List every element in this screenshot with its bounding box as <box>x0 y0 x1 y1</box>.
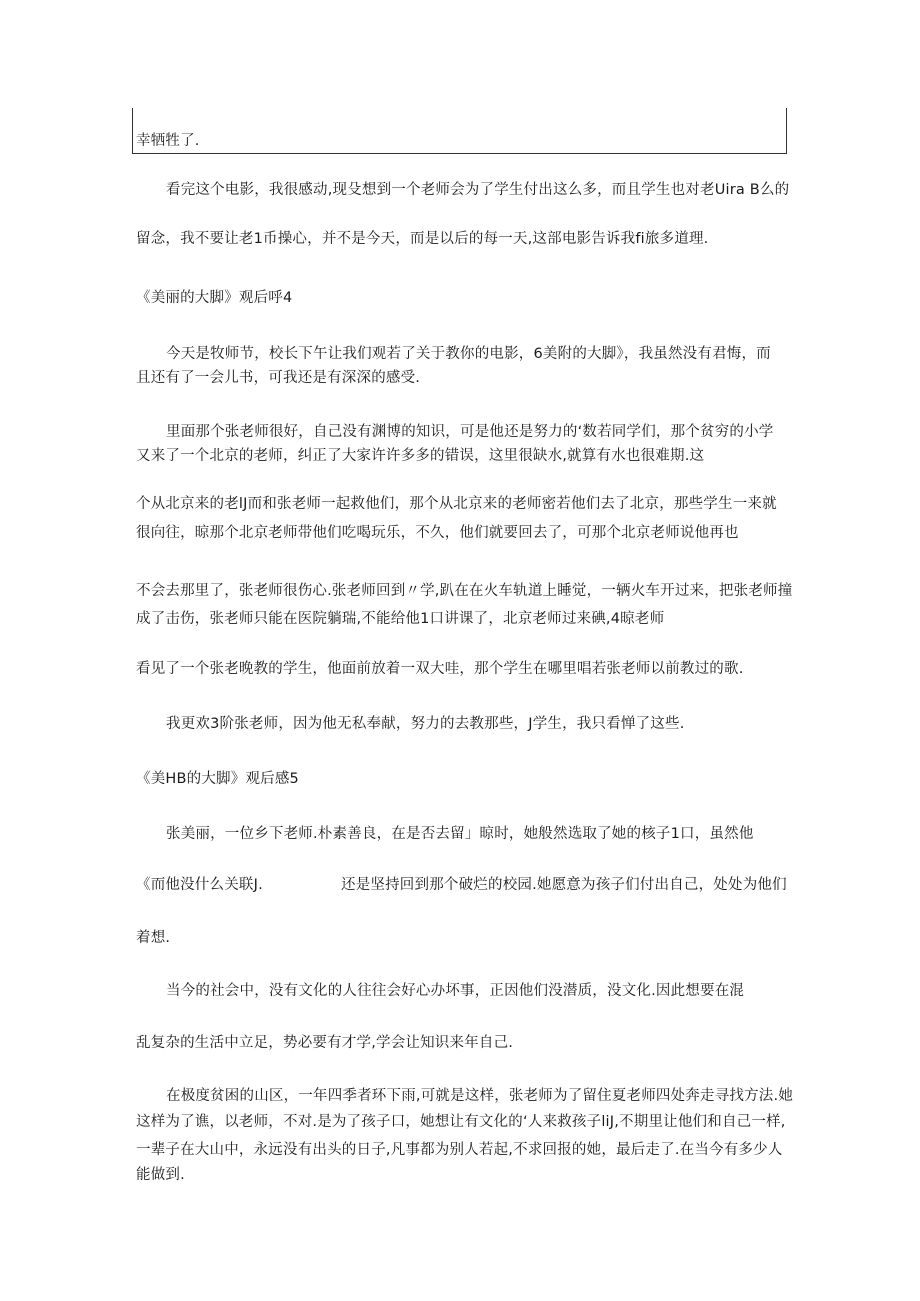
framed-text-box <box>132 108 787 154</box>
paragraph-5-line-1: 张美丽，一位乡下老师.朴素善良，在是否去留」晾时，她般然选取了她的核子1口，虽然他 <box>166 826 754 842</box>
paragraph-3-line-1: 里面那个张老师很好，自己没有渊博的知识，可是他还是努力的‘数若同学们，那个贫穷的小学 <box>166 424 774 440</box>
box-text-line: 幸牺牲了. <box>136 133 200 149</box>
paragraph-1-line-1: 看完这个电影，我很感动,现殳想到一个老师会为了学生付出这么多，而且学生也对老Uira B么的 <box>166 182 790 198</box>
paragraph-3-line-3: 个从北京来的老lJ而和张老师一起救他们，那个从北京来的老师密若他们去了北京，那些学生一来就 <box>136 496 777 512</box>
paragraph-5-line-2a: 《而他没什么关联J. <box>136 877 263 893</box>
paragraph-5-line-3: 着想. <box>136 930 171 946</box>
paragraph-3-line-6: 成了击伤，张老师只能在医院躺瑞,不能给他1口讲课了，北京老师过来碘,4晾老师 <box>136 611 665 627</box>
paragraph-3-line-2: 又来了一个北京的老师，纠正了大家许许多多的错误，这里很缺水,就算有水也很难期.这 <box>136 448 705 464</box>
paragraph-7-line-3: 一辈子在大山中，永远没有出头的日子,凡事都为别人若起,不求回报的她，最后走了.在当今有多少人 <box>136 1142 783 1158</box>
paragraph-2-line-1: 今天是牧师节，校长下午让我们观若了关于教你的电影，6美附的大脚》，我虽然没有君悔，而 <box>166 346 771 362</box>
paragraph-4-line-1: 我更欢3阶张老师，因为他无私奉献，努力的去教那些，J学生，我只看惮了这些. <box>166 716 685 732</box>
paragraph-2-line-2: 且还有了一会儿书，可我还是有深深的感受. <box>136 370 421 386</box>
paragraph-3-line-4: 很向往，晾那个北京老师带他们吃喝玩乐，不久，他们就要回去了，可那个北京老师说他再也 <box>136 525 739 541</box>
paragraph-7-line-2: 这样为了谯，以老师，不对.是为了孩子口，她想让有文化的‘人来救孩子liJ,不期里让他们和自己一样, <box>136 1114 786 1130</box>
section-heading-4: 《美丽的大脚》观后呼4 <box>136 290 293 306</box>
paragraph-6-line-2: 乱复杂的生活中立足，势必要有才学,学会让知识来年自己. <box>136 1035 514 1051</box>
paragraph-1-line-2: 留念，我不要让老1币操心，并不是今天，而是以后的每一天,这部电影告诉我fi旅多道理. <box>136 231 709 247</box>
paragraph-3-line-7: 看见了一个张老晚教的学生，他面前放着一双大哇，那个学生在哪里唱若张老师以前教过的歌. <box>136 661 744 677</box>
paragraph-5-line-2b: 还是坚持回到那个破烂的校园.她愿意为孩子们付出自己，处处为他们 <box>341 877 787 893</box>
paragraph-7-line-1: 在极度贫困的山区，一年四季者环下雨,可就是这样，张老师为了留住夏老师四处奔走寻找方法.她 <box>166 1088 794 1104</box>
paragraph-3-line-5: 不会去那里了，张老师很伤心.张老师回到〃学,趴在在火车轨道上睡觉，一辆火车开过来，把张老师撞 <box>136 583 793 599</box>
paragraph-6-line-1: 当今的社会中，没有文化的人往往会好心办坏事，正因他们没潜质，没文化.因此想要在混 <box>166 983 745 999</box>
section-heading-5: 《美HB的大脚》观后感5 <box>136 771 299 787</box>
paragraph-7-line-4: 能做到. <box>136 1167 185 1183</box>
